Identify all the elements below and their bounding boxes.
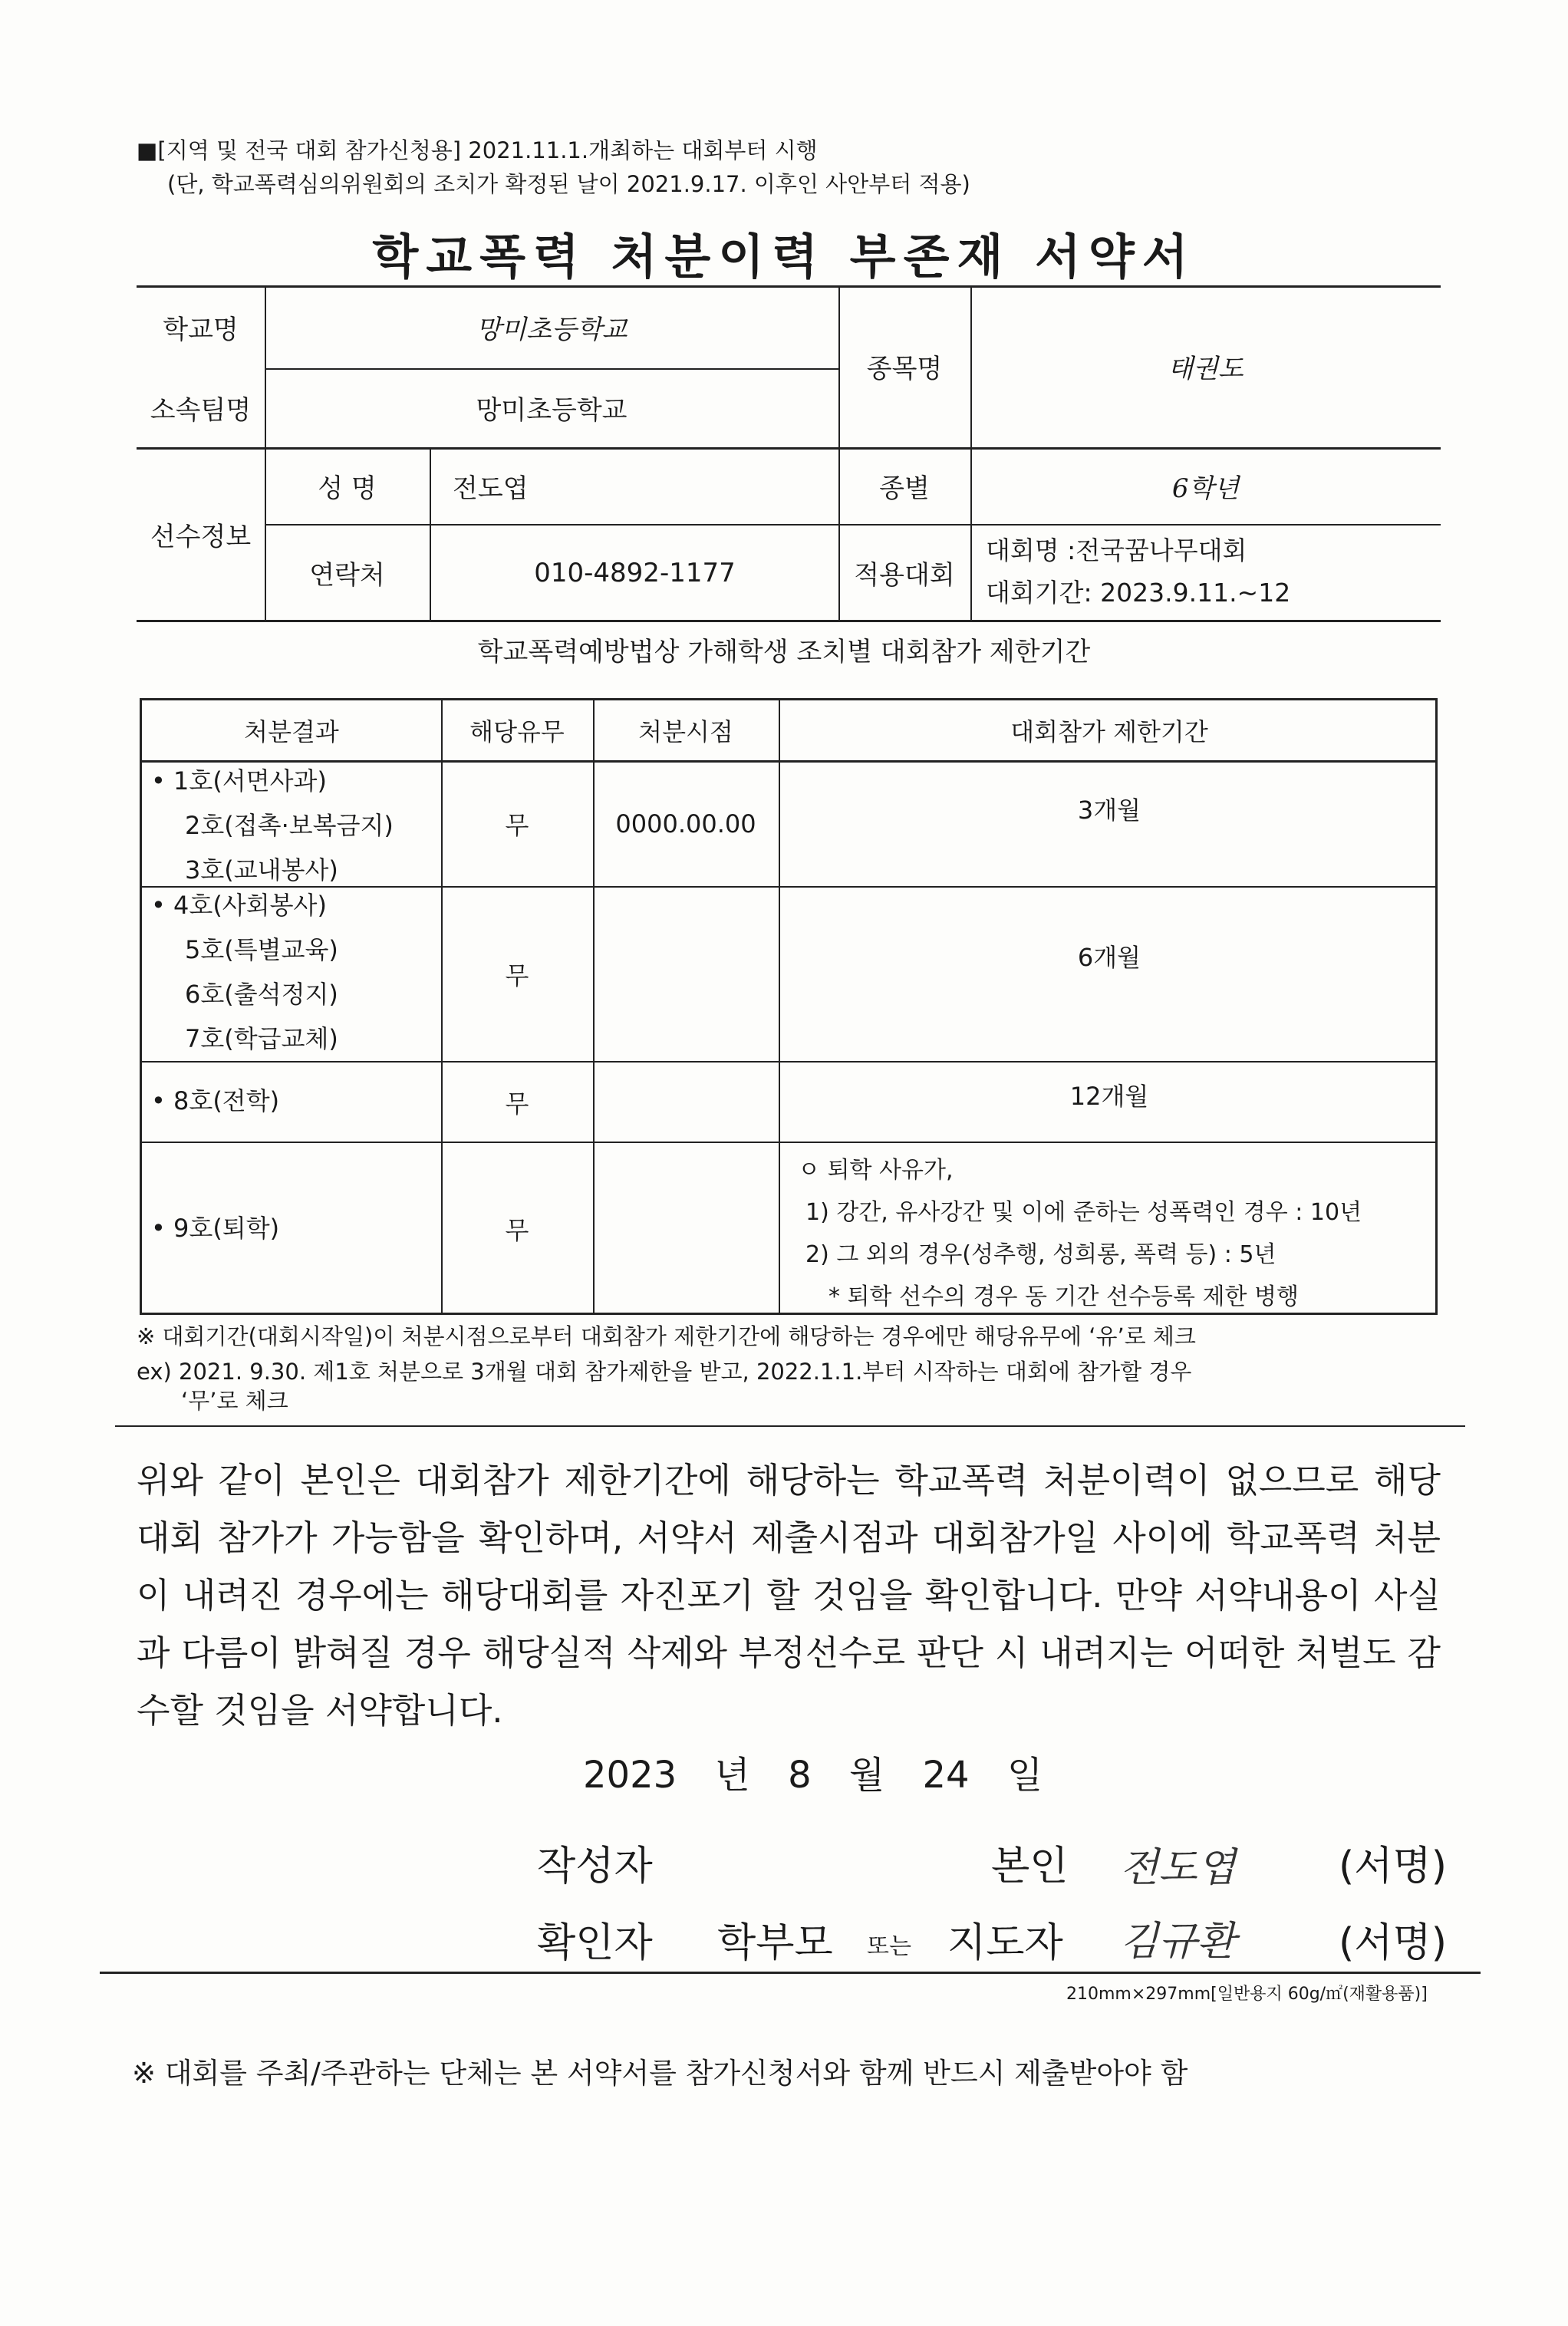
date-cell: 0000.00.00 xyxy=(615,809,756,838)
team-label: 소속팀명 xyxy=(150,395,252,426)
item-6: 6호(출석정지) xyxy=(185,980,338,1009)
item-4: • 4호(사회봉사) xyxy=(151,891,327,920)
coach-sign-mark: (서명) xyxy=(1339,1920,1448,1966)
applies-cell: 무 xyxy=(505,1089,529,1119)
event-label: 적용대회 xyxy=(854,560,955,591)
or-label: 또는 xyxy=(867,1933,911,1960)
class-label: 종별 xyxy=(879,473,930,504)
header-line-2: (단, 학교폭력심의위원회의 조치가 확정된 날이 2021.9.17. 이후인 사안부터 적용) xyxy=(167,171,970,197)
event-period: 대회기간: 2023.9.11.~12 xyxy=(986,578,1291,608)
parent-label: 학부모 xyxy=(717,1920,833,1966)
limit-line: 1) 강간, 유사강간 및 이에 준하는 성폭력인 경우 : 10년 xyxy=(805,1199,1362,1226)
name-label: 성 명 xyxy=(318,473,377,504)
col-header-limit: 대회참가 제한기간 xyxy=(1010,717,1208,746)
limit-cell: 3개월 xyxy=(1077,796,1141,825)
col-header-result: 처분결과 xyxy=(244,717,339,746)
applies-cell: 무 xyxy=(505,961,529,990)
team-value: 망미초등학교 xyxy=(476,395,628,426)
self-signature: 전도엽 xyxy=(1120,1845,1236,1891)
item-9: • 9호(퇴학) xyxy=(151,1214,280,1243)
table-row xyxy=(151,1206,279,1250)
self-label: 본인 xyxy=(991,1843,1069,1889)
date-year: 2023 xyxy=(583,1754,677,1797)
date-year-unit: 년 xyxy=(714,1754,750,1797)
player-info-label: 선수정보 xyxy=(150,522,252,552)
page-title: 학교폭력 처분이력 부존재 서약서 xyxy=(372,229,1196,285)
limit-line: 2) 그 외의 경우(성추행, 성희롱, 폭력 등) : 5년 xyxy=(805,1241,1276,1268)
item-2: 2호(접촉·보복금지) xyxy=(185,811,394,840)
footer-note: ※ 대회를 주최/주관하는 단체는 본 서약서를 참가신청서와 함께 반드시 제출받아야 함 xyxy=(132,2057,1188,2090)
school-label: 학교명 xyxy=(163,314,239,345)
limit-cell-expel xyxy=(798,1149,1362,1318)
class-value: 6학년 xyxy=(1171,473,1240,504)
note-2: ex) 2021. 9.30. 제1호 처분으로 3개월 대회 참가제한을 받고, 2022.1.1.부터 시작하는 대회에 참가할 경우 xyxy=(137,1359,1192,1385)
disposition-table xyxy=(140,698,1438,1315)
pledge-date xyxy=(583,1745,1043,1798)
date-month: 8 xyxy=(788,1754,812,1797)
item-1: • 1호(서면사과) xyxy=(151,766,327,796)
school-value: 망미초등학교 xyxy=(476,314,628,345)
contact-label: 연락처 xyxy=(309,560,385,591)
col-header-date: 처분시점 xyxy=(638,717,733,746)
limit-line: * 퇴학 선수의 경우 동 기간 선수등록 제한 병행 xyxy=(828,1283,1299,1310)
item-7: 7호(학급교체) xyxy=(185,1024,338,1053)
coach-label: 지도자 xyxy=(947,1920,1063,1966)
date-day: 24 xyxy=(922,1754,970,1797)
col-header-applies: 해당유무 xyxy=(469,717,565,746)
applies-cell: 무 xyxy=(505,1216,529,1245)
item-3: 3호(교내봉사) xyxy=(185,855,338,885)
paper-spec: 210mm×297mm[일반용지 60g/㎡(재활용품)] xyxy=(1066,1985,1428,2004)
table-row xyxy=(151,759,394,892)
date-month-unit: 월 xyxy=(848,1754,885,1797)
self-sign-mark: (서명) xyxy=(1339,1843,1448,1889)
name-value: 전도엽 xyxy=(453,473,529,504)
note-3: ‘무’로 체크 xyxy=(181,1388,288,1414)
applies-cell: 무 xyxy=(505,811,529,840)
table-row xyxy=(151,883,338,1061)
limit-cell: 12개월 xyxy=(1069,1081,1149,1111)
header-line-1: ■[지역 및 전국 대회 참가신청용] 2021.11.1.개최하는 대회부터 시행 xyxy=(137,137,818,163)
contact-value: 010-4892-1177 xyxy=(534,557,736,588)
confirm-label: 확인자 xyxy=(537,1920,653,1966)
note-1: ※ 대회기간(대회시작일)이 처분시점으로부터 대회참가 제한기간에 해당하는 경우에만 해당유무에 ‘유’로 체크 xyxy=(137,1323,1196,1349)
event-name: 대회명 :전국꿈나무대회 xyxy=(986,535,1247,565)
table-subtitle: 학교폭력예방법상 가해학생 조치별 대회참가 제한기간 xyxy=(477,637,1091,667)
item-8: • 8호(전학) xyxy=(151,1086,280,1115)
sport-value: 태권도 xyxy=(1168,354,1244,384)
item-5: 5호(특별교육) xyxy=(185,935,338,964)
pledge-text: 위와 같이 본인은 대회참가 제한기간에 해당하는 학교폭력 처분이력이 없으므로 해당 대회 참가가 가능함을 확인하며, 서약서 제출시점과 대회참가일 사이에 학교폭력 처분이 내려진 경우에는 해당대회를 자진포기 할 것임을 확인합니다. 만약 서약내용이 사실과 다름이 밝혀질 경우 해당실적 삭제와 부정선수로 판단 시 내려지는 어떠한 처벌도 감수할 것임을 서약합니다. xyxy=(137,1460,1441,1731)
coach-signature: 김규환 xyxy=(1120,1919,1236,1965)
event-details xyxy=(986,529,1290,614)
limit-cell: 6개월 xyxy=(1077,943,1141,972)
date-day-unit: 일 xyxy=(1006,1754,1043,1797)
limit-line: ㅇ 퇴학 사유가, xyxy=(798,1157,954,1184)
table-row xyxy=(151,1079,279,1123)
sport-label: 종목명 xyxy=(866,354,943,384)
writer-label: 작성자 xyxy=(537,1843,653,1889)
